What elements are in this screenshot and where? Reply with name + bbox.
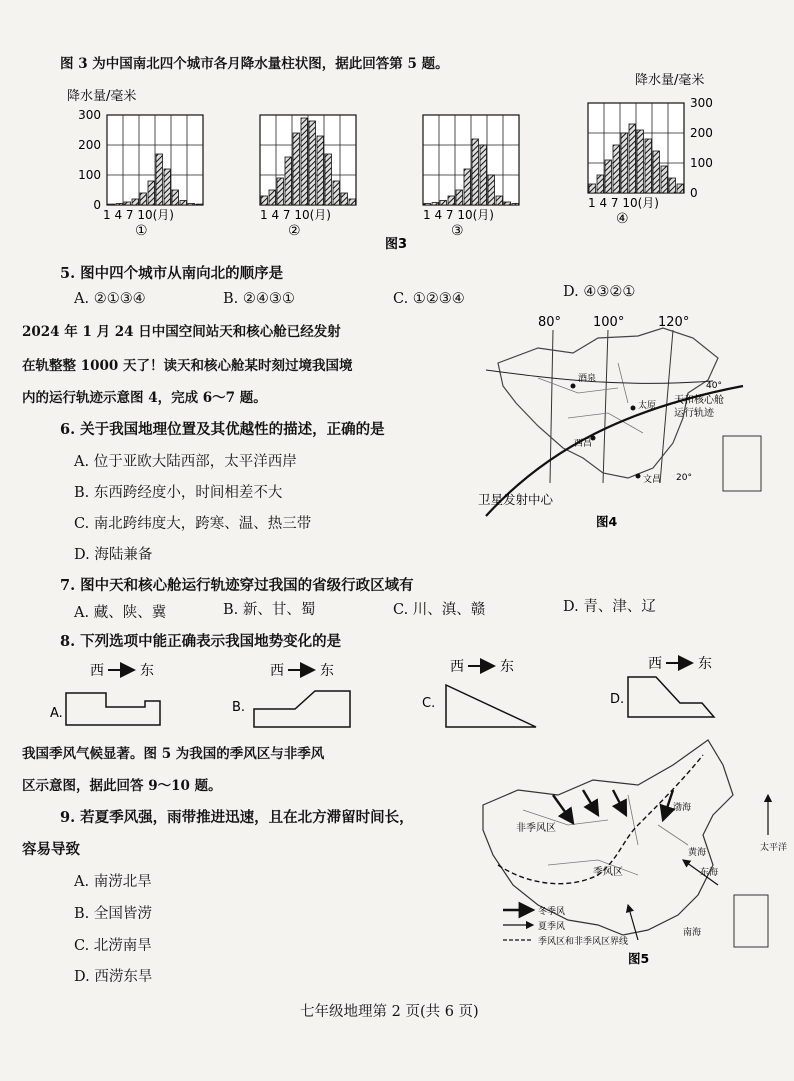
q8b-profile [254, 691, 350, 727]
china-outline-fig5 [483, 740, 733, 935]
launch-center-label: 卫星发射中心 [478, 492, 554, 507]
meridian-100 [603, 330, 608, 483]
jiuquan-dot [571, 384, 576, 389]
chart-1 [78, 108, 203, 239]
chart-4-ytick: 0 [690, 186, 698, 200]
q7-option-b: B. 新、甘、蜀 [223, 602, 316, 618]
south-sea-inset-fig5 [734, 895, 768, 947]
chart-1-bar-month-11 [188, 204, 195, 206]
chart-4-ytick: 200 [690, 126, 713, 140]
chart-2-bar-month-6 [301, 118, 308, 205]
q8d-letter: D. [610, 692, 625, 707]
chart-1-bar-month-6 [148, 181, 155, 205]
lon-120: 120° [658, 315, 690, 330]
monsoon-boundary [498, 755, 703, 884]
q9-option-a: A. 南涝北旱 [74, 874, 152, 890]
q5-option-a: A. ②①③④ [74, 291, 146, 307]
q6-option-a: A. 位于亚欧大陆西部，太平洋西岸 [74, 454, 297, 470]
chart-4-ytick: 100 [690, 156, 713, 170]
chart-1-bar-month-8 [164, 169, 171, 205]
chart-4-marker: ④ [616, 211, 629, 227]
chart-1-ytick: 200 [78, 138, 101, 152]
q8a-letter: A. [50, 706, 63, 721]
chart-3-bar-month-7 [472, 139, 479, 205]
chart-4-bar-month-12 [677, 184, 684, 193]
chart-3-bar-month-8 [480, 145, 487, 205]
chart-2-bar-month-12 [349, 199, 356, 205]
chart-4-bar-month-9 [653, 151, 660, 193]
orbit-label-1: 天和核心舱 [674, 395, 724, 406]
chart-4-bar-month-1 [589, 184, 596, 193]
chart-1-ytick: 0 [93, 198, 101, 212]
chart-4-bar-month-2 [597, 175, 604, 193]
chart-4-bar-month-4 [613, 145, 620, 193]
q5-stem: 5. 图中四个城市从南向北的顺序是 [60, 265, 284, 282]
chart-1-xticks: 1 4 7 10(月) [103, 208, 174, 222]
fig5-caption: 图5 [628, 951, 650, 966]
chart-2-bar-month-3 [277, 178, 284, 205]
q7-stem: 7. 图中天和核心舱运行轨迹穿过我国的省级行政区域有 [60, 577, 414, 594]
intro-fig5-line2: 区示意图，据此回答 9～10 题。 [22, 778, 222, 794]
page-footer: 七年级地理第 2 页(共 6 页) [300, 1004, 479, 1020]
chart-3-bar-month-2 [432, 203, 439, 205]
chart-3-bar-month-10 [496, 196, 503, 205]
q8c-east: 东 [500, 659, 514, 675]
q8d-east: 东 [698, 656, 712, 672]
chart-1-bar-month-1 [108, 204, 115, 205]
figure-5-map [478, 735, 788, 970]
q9-option-c: C. 北涝南旱 [74, 938, 152, 954]
chart-2-bar-month-7 [309, 121, 316, 205]
q8d-west: 西 [648, 656, 662, 672]
chart-2 [260, 115, 356, 239]
chart-2-bar-month-10 [333, 181, 340, 205]
legend-summer: 夏季风 [538, 922, 566, 932]
south-sea-inset [723, 436, 761, 491]
province-borders-fig5 [523, 795, 688, 875]
q5-option-b: B. ②④③① [223, 291, 295, 307]
chart-4 [588, 96, 713, 227]
chart-4-bar-month-10 [661, 166, 668, 193]
q9-option-b: B. 全国皆涝 [74, 906, 152, 922]
chart-3-xticks: 1 4 7 10(月) [423, 208, 494, 222]
chart-2-bar-month-5 [293, 133, 300, 205]
label-bohai: 渤海 [673, 803, 692, 813]
q5-option-d: D. ④③②① [563, 284, 636, 300]
chart-3-bar-month-6 [464, 169, 471, 205]
q5-option-c: C. ①②③④ [393, 291, 465, 307]
q7-option-d: D. 青、津、辽 [563, 599, 656, 615]
q6-stem: 6. 关于我国地理位置及其优越性的描述，正确的是 [60, 421, 385, 438]
lon-100: 100° [593, 315, 625, 330]
q8a-east: 东 [140, 663, 154, 679]
chart-1-bar-month-7 [156, 154, 163, 205]
chart-2-xticks: 1 4 7 10(月) [260, 208, 331, 222]
q9-stem-line1: 9. 若夏季风强，雨带推进迅速，且在北方滞留时间长， [60, 809, 414, 826]
orbit-label-2: 运行轨迹 [674, 408, 714, 419]
fig3-caption: 图3 [385, 237, 408, 252]
label-monsoon: 季风区 [593, 867, 623, 878]
chart-3-bar-month-11 [504, 202, 511, 205]
chart-4-bar-month-5 [621, 133, 628, 193]
chart-1-bar-month-5 [140, 193, 147, 205]
chart-3-bar-month-5 [456, 190, 463, 205]
chart-3-bar-month-12 [512, 204, 519, 206]
lat-40: 40° [706, 381, 722, 391]
place-jiuquan: 酒泉 [578, 374, 597, 384]
q8b-east: 东 [320, 663, 334, 679]
intro-fig3: 图 3 为中国南北四个城市各月降水量柱状图，据此回答第 5 题。 [60, 56, 449, 72]
chart-4-bar-month-6 [629, 124, 636, 193]
q6-option-c: C. 南北跨纬度大，跨寒、温、热三带 [74, 516, 312, 532]
chart-1-bar-month-12 [196, 204, 203, 205]
q8c-profile [446, 685, 536, 727]
intro-fig4-line1: 2024 年 1 月 24 日中国空间站天和核心舱已经发射 [22, 324, 341, 340]
intro-fig4-line2: 在轨整整 1000 天了！读天和核心舱某时刻过境我国境 [22, 358, 353, 374]
q8d-profile [628, 677, 714, 717]
label-pacific: 太平洋 [760, 843, 788, 853]
chart-4-xticks: 1 4 7 10(月) [588, 196, 659, 210]
fig3-ylabel-right: 降水量/毫米 [635, 73, 705, 88]
chart-2-bar-month-4 [285, 157, 292, 205]
chart-3-bar-month-9 [488, 175, 495, 205]
intro-fig4-line3: 内的运行轨迹示意图 4，完成 6～7 题。 [22, 390, 267, 406]
q6-option-b: B. 东西跨经度小，时间相差不大 [74, 485, 283, 501]
q6-option-d: D. 海陆兼备 [74, 547, 153, 563]
fig4-caption: 图4 [596, 514, 618, 529]
figure-3 [55, 70, 755, 260]
latitude-40 [486, 370, 713, 383]
winter-monsoon-arrow-3 [613, 790, 626, 815]
intro-fig5-line1: 我国季风气候显著。图 5 为我国的季风区与非季风 [22, 746, 325, 762]
label-non-monsoon: 非季风区 [516, 823, 556, 834]
chart-2-bar-month-9 [325, 154, 332, 205]
q8b-west: 西 [270, 663, 284, 679]
figure-4-map [478, 308, 778, 533]
q8b-letter: B. [232, 700, 246, 715]
chart-4-bar-month-7 [637, 130, 644, 193]
q8a-profile [66, 693, 160, 725]
taiyuan-dot [631, 406, 636, 411]
chart-2-bar-month-11 [341, 193, 348, 205]
chart-2-bar-month-1 [261, 196, 268, 205]
place-taiyuan: 太原 [638, 401, 657, 411]
chart-2-bar-month-2 [269, 190, 276, 205]
chart-1-bar-month-2 [116, 204, 123, 206]
chart-4-ytick: 300 [690, 96, 713, 110]
fig3-ylabel-left: 降水量/毫米 [67, 89, 137, 104]
chart-3-marker: ③ [451, 223, 464, 239]
chart-2-bar-month-8 [317, 136, 324, 205]
q8-stem: 8. 下列选项中能正确表示我国地势变化的是 [60, 633, 342, 650]
chart-1-bar-month-9 [172, 190, 179, 205]
chart-1-bar-month-10 [180, 201, 187, 206]
q9-stem-line2: 容易导致 [22, 841, 80, 858]
q8c-west: 西 [450, 659, 464, 675]
summer-monsoon-arrow-2 [628, 905, 638, 940]
q8a-west: 西 [90, 663, 104, 679]
q9-option-d: D. 西涝东旱 [74, 969, 153, 985]
chart-4-bar-month-11 [669, 178, 676, 193]
q7-option-a: A. 藏、陕、冀 [74, 605, 167, 621]
label-donghai: 东海 [700, 868, 719, 878]
chart-3-bar-month-4 [448, 196, 455, 205]
chart-2-marker: ② [288, 223, 301, 239]
place-wenchang: 文昌 [643, 475, 662, 485]
label-huanghai: 黄海 [688, 848, 707, 858]
chart-4-bar-month-3 [605, 160, 612, 193]
wenchang-dot [636, 474, 641, 479]
winter-monsoon-arrow-1 [553, 795, 573, 823]
chart-1-ytick: 100 [78, 168, 101, 182]
chart-1-bar-month-4 [132, 199, 139, 205]
chart-3-bar-month-3 [440, 201, 447, 206]
q8-diagrams [50, 655, 770, 735]
chart-3 [423, 115, 519, 239]
place-xichang: 西昌 [574, 439, 593, 449]
q7-option-c: C. 川、滇、赣 [393, 602, 486, 618]
chart-3-bar-month-1 [424, 204, 431, 206]
chart-1-marker: ① [135, 223, 148, 239]
chart-1-bar-month-3 [124, 202, 131, 205]
lon-80: 80° [538, 315, 562, 330]
q8c-letter: C. [422, 696, 436, 711]
winter-monsoon-arrow-2 [583, 790, 598, 815]
label-nanhai: 南海 [683, 928, 702, 938]
legend-winter: 冬季风 [538, 907, 566, 917]
chart-4-bar-month-8 [645, 139, 652, 193]
chart-1-ytick: 300 [78, 108, 101, 122]
lat-20: 20° [676, 473, 692, 483]
legend-boundary: 季风区和非季风区界线 [538, 937, 629, 947]
